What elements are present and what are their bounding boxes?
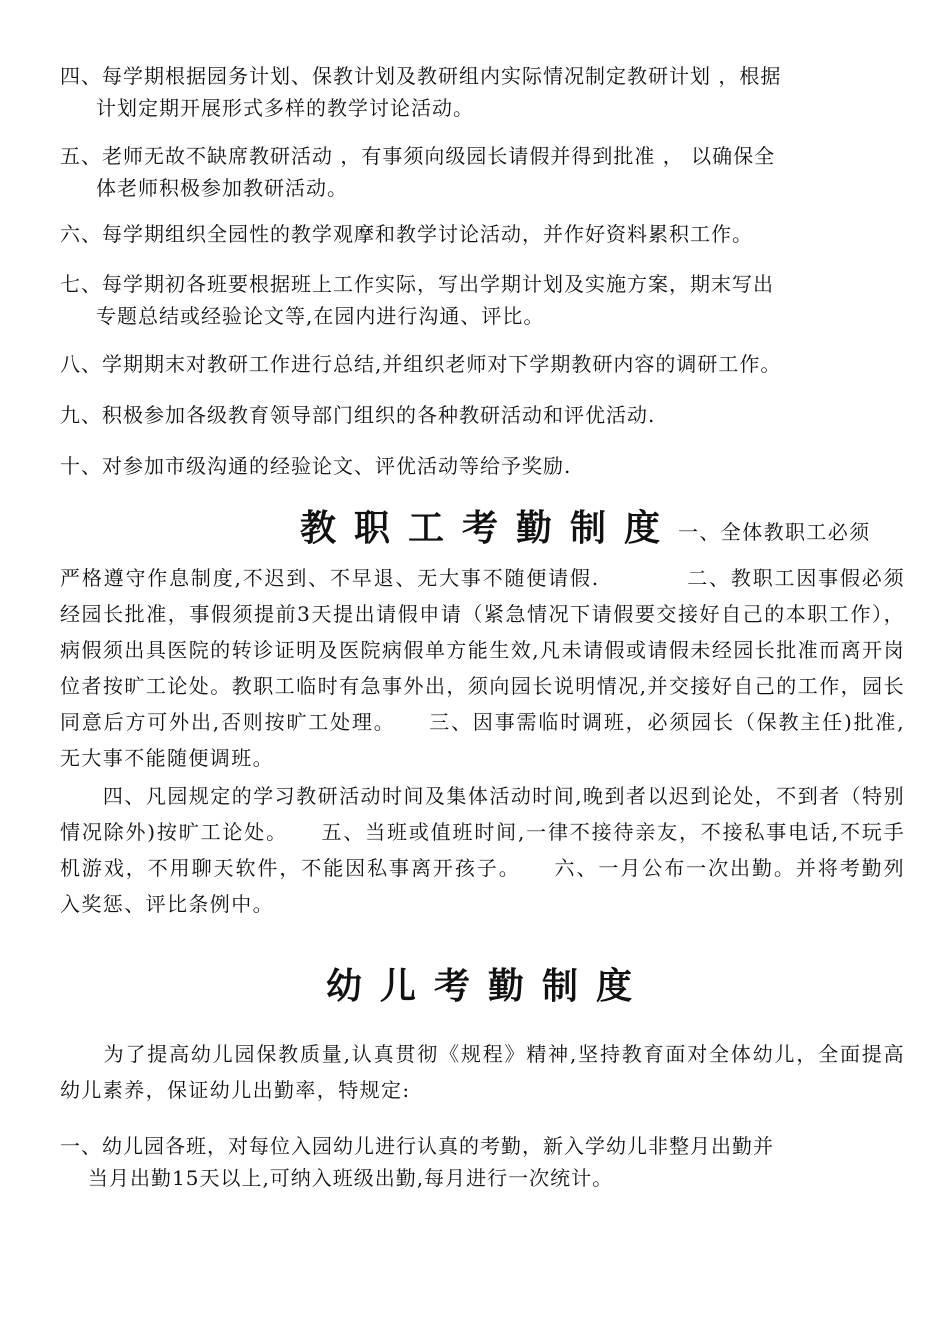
rule-item-10-line1: 十、对参加市级沟通的经验论文、评优活动等给予奖励. [60, 454, 572, 478]
rule-item-6 [60, 218, 900, 250]
child-attendance-intro: 为了提高幼儿园保教质量,认真贯彻《规程》精神,坚持教育面对全体幼儿，全面提高幼儿素养，保证幼儿出勤率，特规定: [60, 1042, 905, 1102]
rule-item-10 [60, 450, 900, 482]
rule-item-4 [60, 60, 900, 124]
staff-attendance-title: 教职工考勤制度 [300, 507, 679, 549]
rule-item-5-line1: 五、老师无故不缺席教研活动 ，有事须向级园长请假并得到批准 ， 以确保全 [60, 144, 776, 168]
child-rule-1 [60, 1130, 900, 1194]
rule-item-8-line1: 八、学期期末对教研工作进行总结,并组织老师对下学期教研内容的调研工作。 [60, 352, 782, 376]
child-rule-1-line2: 当月出勤15天以上,可纳入班级出勤,每月进行一次统计。 [88, 1166, 614, 1190]
rule-item-7-line2: 专题总结或经验论文等,在园内进行沟通、评比。 [96, 304, 545, 328]
rule-item-7-line1: 七、每学期初各班要根据班上工作实际，写出学期计划及实施方案，期末写出 [60, 272, 774, 296]
staff-attendance-paragraph-1: 严格遵守作息制度,不迟到、不早退、无大事不随便请假. 二、教职工因事假必须经园长批准，事假须提前3天提出请假申请（紧急情况下请假要交接好自己的本职工作），病假须出具医院的转诊证明及医院病假单方能生效,凡未请假或请假未经园长批准而离开岗位者按旷工论处。教职工临时有急事外出，须向园长说明情况,并交接好自己的工作，园长同意后方可外出,否则按旷工处理。 三、因事需临时调班，必须园长（保教主任)批准,无大事不能随便调班。 [60, 566, 905, 770]
rule-item-7 [60, 268, 900, 332]
child-rule-1-line1: 一、幼儿园各班，对每位入园幼儿进行认真的考勤，新入学幼儿非整月出勤并 [60, 1134, 774, 1158]
rule-item-5-line2: 体老师积极参加教研活动。 [96, 176, 348, 200]
child-attendance-title: 幼儿考勤制度 [326, 965, 651, 1007]
rule-item-9-line1: 九、积极参加各级教育领导部门组织的各种教研活动和评优活动. [60, 403, 656, 427]
rule-item-9 [60, 399, 900, 431]
staff-rule-1-start: 一、全体教职工必须 [678, 520, 871, 544]
staff-attendance-paragraph-2: 四、凡园规定的学习教研活动时间及集体活动时间,晚到者以迟到论处，不到者（特别情况除外)按旷工论处。 五、当班或值班时间,一律不接待亲友，不接私事电话,不玩手机游戏，不用聊天软件，不能因私事离开孩子。 六、一月公布一次出勤。并将考勤列入奖惩、评比条例中。 [60, 784, 905, 916]
rule-item-5 [60, 140, 900, 204]
rule-item-8 [60, 348, 900, 380]
rule-item-4-line2: 计划定期开展形式多样的教学讨论活动。 [96, 96, 474, 120]
rule-item-6-line1: 六、每学期组织全园性的教学观摩和教学讨论活动，并作好资料累积工作。 [60, 222, 753, 246]
rule-item-4-line1: 四、每学期根据园务计划、保教计划及教研组内实际情况制定教研计划 ，根据 [60, 64, 782, 88]
